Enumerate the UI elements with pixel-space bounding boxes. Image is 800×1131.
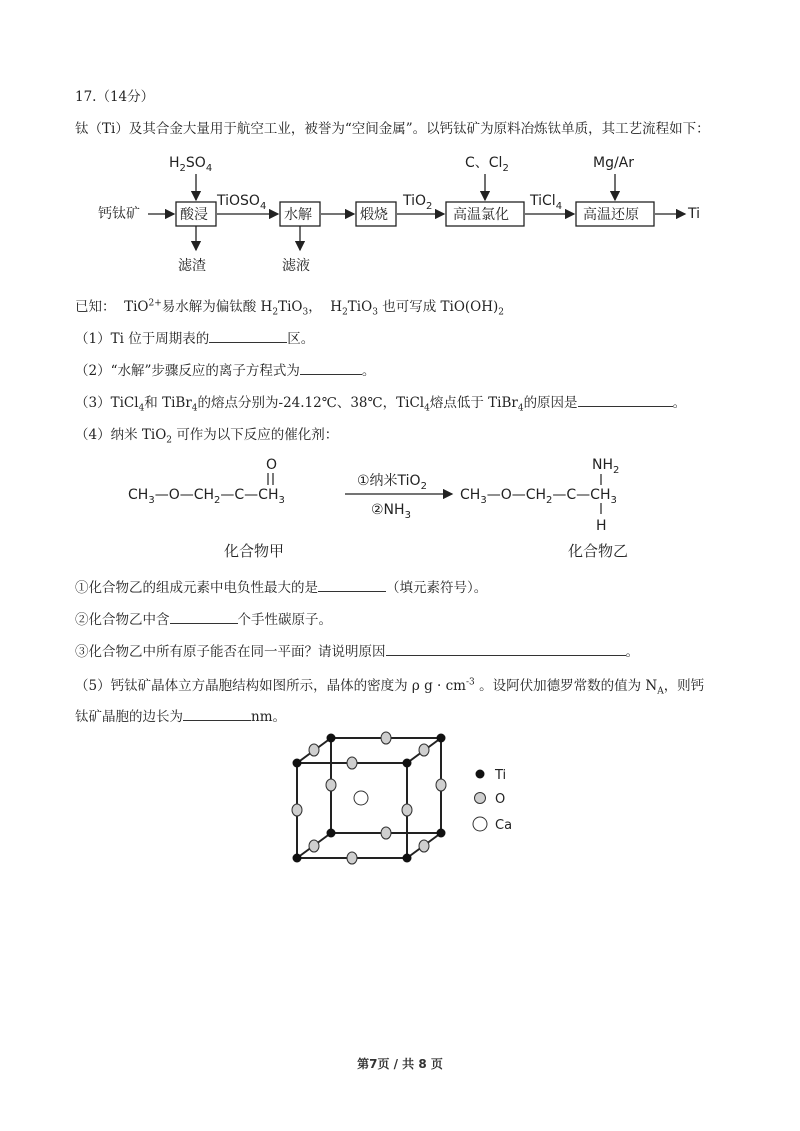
- ti-atom: [293, 759, 302, 768]
- answer-blank[interactable]: [170, 611, 238, 624]
- flow-byproduct-residue: 滤渣: [178, 258, 206, 274]
- flow-box-label: 高温氯化: [453, 207, 509, 223]
- legend-ca-marker: [473, 817, 487, 831]
- legend-o: O: [495, 792, 506, 807]
- reaction-reagent-1: ①纳米TiO$_2$: [357, 473, 427, 492]
- answer-blank[interactable]: [183, 708, 251, 721]
- flow-byproduct-filtrate: 滤液: [282, 258, 310, 274]
- answer-blank[interactable]: [578, 394, 673, 407]
- flow-box-label: 水解: [284, 207, 312, 223]
- legend-ti-marker: [476, 770, 485, 779]
- page-footer: 第7页 / 共 8 页: [357, 1057, 443, 1071]
- subquestion-4: （4）纳米 TiO$_2$ 可作为以下反应的催化剂：: [75, 427, 339, 446]
- legend-ca: Ca: [495, 818, 513, 833]
- o-atom: [347, 757, 357, 769]
- compound-b-h: H: [596, 518, 607, 534]
- flow-box-label: 高温还原: [583, 207, 639, 223]
- subquestion-2: （2）“水解”步骤反应的离子方程式为 。: [75, 363, 376, 379]
- o-atom: [347, 852, 357, 864]
- o-atom: [292, 804, 302, 816]
- flow-reagent-mg-ar: Mg/Ar: [593, 155, 635, 171]
- flow-start: 钙钛矿: [98, 206, 140, 222]
- ti-atom: [293, 854, 302, 863]
- ca-atom: [354, 791, 368, 805]
- ti-atom: [403, 854, 412, 863]
- flow-label-tio2: TiO$_2$: [403, 193, 433, 212]
- ti-atom: [437, 734, 446, 743]
- subquestion-1: （1）Ti 位于周期表的 区。: [75, 331, 315, 347]
- flow-box-label: 酸浸: [180, 207, 208, 223]
- reaction-scheme: [120, 452, 680, 564]
- o-atom: [309, 744, 319, 756]
- ti-atom: [437, 829, 446, 838]
- compound-b-nh2: $NH_2$: [592, 457, 620, 476]
- flow-reagent-h2so4: $H_2SO_4$: [169, 155, 213, 174]
- item-3: ③化合物乙中所有原子能否在同一平面？请说明原因 。: [75, 644, 639, 660]
- compound-a-oxygen: O: [266, 457, 278, 473]
- compound-b-label: 化合物乙: [568, 542, 629, 560]
- legend-ti: Ti: [495, 768, 507, 783]
- flow-box-label: 煅烧: [360, 207, 388, 223]
- ti-atom: [327, 829, 336, 838]
- flow-label-tioso4: TiOSO$_4$: [217, 193, 267, 212]
- o-atom: [419, 744, 429, 756]
- flow-label-ticl4: TiCl$_4$: [530, 193, 563, 212]
- o-atom: [309, 840, 319, 852]
- o-atom: [402, 804, 412, 816]
- flow-reagent-c-cl2: C、$Cl_2$: [465, 155, 509, 174]
- question-number: 17.（14分）: [75, 89, 155, 105]
- subquestion-3: （3）TiCl$_4$和 TiBr$_4$的熔点分别为-24.12℃、38℃，TiCl$_4$熔点低于 TiBr$_4$的原因是 。: [75, 395, 687, 414]
- answer-blank[interactable]: [318, 579, 386, 592]
- known-line: 已知： TiO$^{2+}$易水解为偏钛酸 $H_2TiO_3$， $H_2TiO_3$ 也可写成 $TiO(OH)_2$: [75, 298, 505, 318]
- legend-o-marker: [475, 793, 486, 804]
- process-flow-diagram: [90, 150, 710, 280]
- compound-a-label: 化合物甲: [224, 542, 285, 560]
- ti-atom: [403, 759, 412, 768]
- answer-blank[interactable]: [386, 643, 626, 656]
- o-atom: [436, 779, 446, 791]
- o-atom: [419, 840, 429, 852]
- compound-a-formula: $CH_3—O—CH_2—C—CH_3$: [128, 487, 285, 506]
- answer-blank[interactable]: [209, 330, 287, 343]
- item-1: ①化合物乙的组成元素中电负性最大的是 （填元素符号）。: [75, 580, 488, 596]
- flow-product-ti: Ti: [688, 206, 701, 222]
- o-atom: [326, 779, 336, 791]
- q5-line-2: 钛矿晶胞的边长为 nm。: [75, 709, 286, 725]
- question-intro: 钛（Ti）及其合金大量用于航空工业，被誉为“空间金属”。以钙钛矿为原料冶炼钛单质，其工艺流程如下：: [75, 121, 710, 137]
- compound-b-formula: $CH_3—O—CH_2—C—CH_3$: [460, 487, 617, 506]
- perovskite-unit-cell: [285, 728, 535, 873]
- o-atom: [381, 732, 391, 744]
- q5-line-1: （5）钙钛矿晶体立方晶胞结构如图所示，晶体的密度为 ρ $g \cdot cm^{-3}$ 。设阿伏加德罗常数的值为 $N_A$，则钙: [75, 677, 705, 697]
- ti-atom: [327, 734, 336, 743]
- item-2: ②化合物乙中含 个手性碳原子。: [75, 612, 332, 628]
- answer-blank[interactable]: [300, 362, 362, 375]
- reaction-reagent-2: $②NH_3$: [371, 502, 411, 521]
- o-atom: [381, 827, 391, 839]
